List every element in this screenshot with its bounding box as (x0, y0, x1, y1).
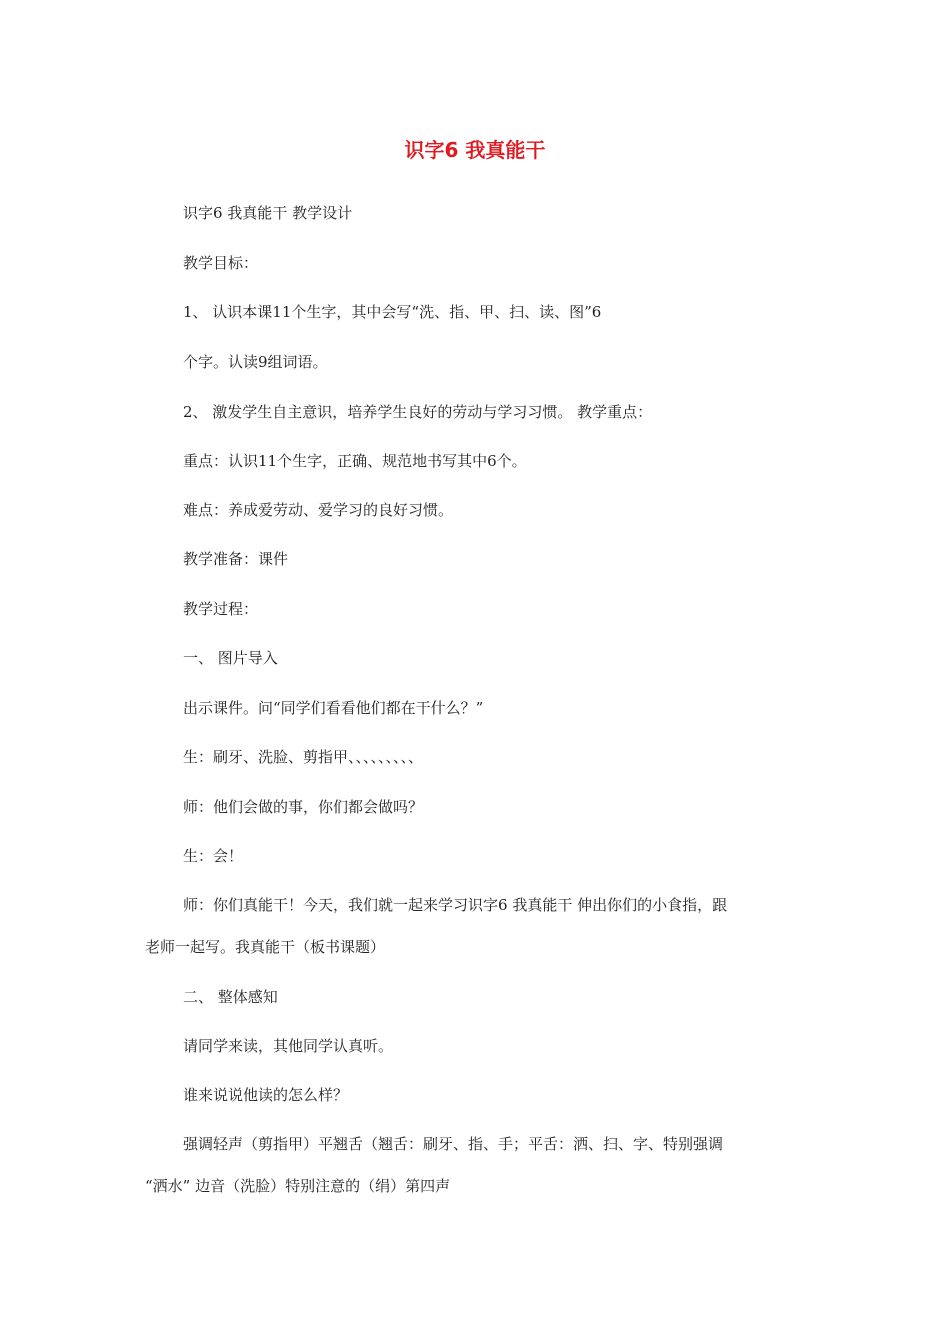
paragraph-teacher-intro: 师：你们真能干！今天，我们就一起来学习识字6 我真能干 伸出你们的小食指，跟 (183, 896, 728, 914)
paragraph-teacher-intro-cont: 老师一起写。我真能干（板书课题） (145, 938, 386, 956)
paragraph-objective-1-cont: 个字。认读9组词语。 (183, 353, 328, 371)
paragraph-teacher-question: 师：他们会做的事，你们都会做吗？ (183, 798, 424, 816)
paragraph-subtitle: 识字6 我真能干 教学设计 (183, 204, 353, 222)
paragraph-emphasis: 强调轻声（剪指甲）平翘舌（翘舌：刷牙、指、手；平舌：洒、扫、字、特别强调 (183, 1135, 724, 1153)
paragraph-section-1: 一、 图片导入 (183, 649, 278, 667)
paragraph-student-answer-2: 生：会！ (183, 847, 244, 865)
paragraph-objectives-heading: 教学目标： (183, 254, 259, 272)
paragraph-evaluate: 谁来说说他读的怎么样？ (183, 1086, 349, 1104)
paragraph-read-aloud: 请同学来读，其他同学认真听。 (183, 1037, 394, 1055)
paragraph-emphasis-cont: “洒水” 边音（洗脸）特别注意的（绢）第四声 (145, 1177, 451, 1195)
paragraph-objective-1: 1、 认识本课11个生字，其中会写“洗、指、甲、扫、读、图”6 (183, 303, 602, 321)
document-title: 识字6 我真能干 (404, 138, 546, 162)
paragraph-process-heading: 教学过程： (183, 600, 259, 618)
paragraph-section-2: 二、 整体感知 (183, 988, 278, 1006)
paragraph-show-slides: 出示课件。问“同学们看看他们都在干什么？” (183, 699, 484, 717)
paragraph-objective-2: 2、 激发学生自主意识，培养学生良好的劳动与学习习惯。 教学重点： (183, 403, 653, 421)
paragraph-key-point: 重点：认识11个生字，正确、规范地书写其中6个。 (183, 452, 527, 470)
paragraph-preparation: 教学准备：课件 (183, 550, 289, 568)
paragraph-difficulty: 难点：养成爱劳动、爱学习的良好习惯。 (183, 501, 454, 519)
paragraph-student-answer-1: 生：刷牙、洗脸、剪指甲、、、、、、、、、 (183, 748, 424, 766)
